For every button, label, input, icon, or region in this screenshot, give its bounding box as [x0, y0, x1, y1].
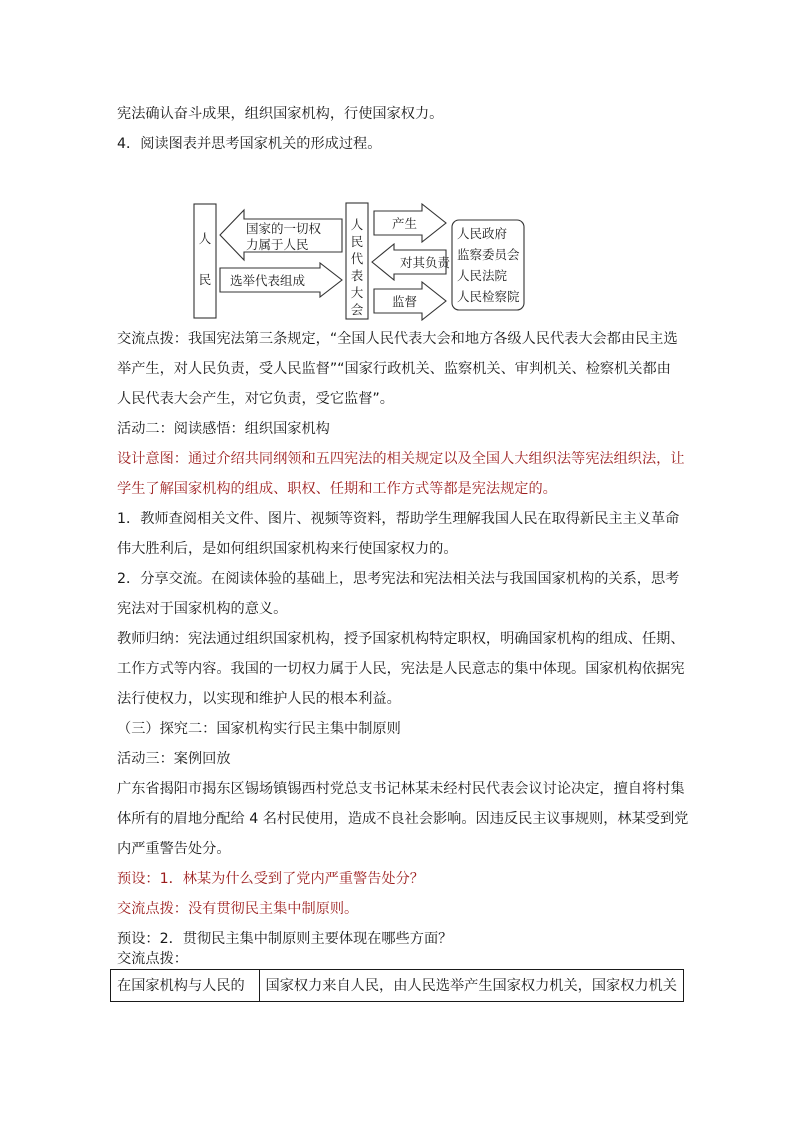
question-heading: 4．阅读图表并思考国家机关的形成过程。 [117, 136, 382, 152]
arrow-produce-label: 产生 [392, 216, 418, 231]
arrow-responsible-label: 对其负责 [400, 255, 451, 270]
arrow-supervise-label: 监督 [392, 294, 418, 309]
paragraph-line: 宪法确认奋斗成果，组织国家机构，行使国家权力。 [117, 106, 444, 122]
state-organs-diagram [190, 200, 530, 322]
congress-char: 代 [350, 251, 364, 266]
organ-item: 人民政府 [457, 226, 508, 241]
people-box [194, 204, 216, 318]
preset-question: 预设：2．贯彻民主集中制原则主要体现在哪些方面？ [117, 931, 453, 947]
activity-heading: 活动三：案例回放 [117, 751, 231, 767]
paragraph-line: 体所有的眉地分配给 4 名村民使用，造成不良社会影响。因违反民主议事规则，林某受到党 [117, 811, 689, 827]
design-intent-line: 设计意图：通过介绍共同纲领和五四宪法的相关规定以及全国人大组织法等宪法组织法，让 [117, 451, 685, 467]
congress-char: 人 [350, 217, 364, 232]
preset-question: 预设：1．林某为什么受到了党内严重警告处分？ [117, 871, 424, 887]
design-intent-line: 学生了解国家机构的组成、职权、任期和工作方式等都是宪法规定的。 [117, 481, 557, 497]
paragraph-line: 广东省揭阳市揭东区锡场镇锡西村党总支书记林某未经村民代表会议讨论决定，擅自将村集 [117, 781, 685, 797]
paragraph-line: 交流点拨：我国宪法第三条规定，“全国人民代表大会和地方各级人民代表大会都由民主选 [117, 331, 678, 347]
paragraph-line: 伟大胜利后，是如何组织国家机构来行使国家权力的。 [117, 541, 458, 557]
paragraph-line: 教师归纳：宪法通过组织国家机构，授予国家机构特定职权，明确国家机构的组成、任期、 [117, 631, 685, 647]
table-cell: 国家权力来自人民，由人民选举产生国家权力机关，国家权力机关 [259, 970, 683, 1002]
arrow-power-label: 国家的一切权 [246, 221, 322, 236]
organ-item: 人民检察院 [457, 289, 520, 304]
paragraph-line: 法行使权力，以实现和维护人民的根本利益。 [117, 691, 401, 707]
table-cell: 在国家机构与人民的 [111, 970, 260, 1002]
congress-char: 大 [350, 285, 364, 300]
paragraph-line: 宪法对于国家机构的意义。 [117, 601, 288, 617]
paragraph-line: 举产生，对人民负责，受人民监督”“国家行政机关、监察机关、审判机关、检察机关都由 [117, 361, 671, 377]
people-char: 民 [198, 272, 212, 287]
organ-item: 监察委员会 [457, 247, 520, 262]
table-row [111, 970, 684, 1002]
arrow-power-label: 力属于人民 [246, 237, 309, 252]
section-heading: （三）探究二：国家机构实行民主集中制原则 [117, 721, 401, 737]
paragraph-line: 人民代表大会产生，对它负责，受它监督”。 [117, 391, 394, 407]
congress-char: 会 [350, 302, 364, 317]
arrow-elect-label: 选举代表组成 [230, 273, 306, 288]
congress-char: 表 [350, 268, 364, 283]
paragraph-line: 2．分享交流。在阅读体验的基础上，思考宪法和宪法相关法与我国国家机构的关系，思考 [117, 571, 680, 587]
summary-table [110, 969, 684, 1002]
people-char: 人 [198, 231, 212, 246]
paragraph-line: 内严重警告处分。 [117, 841, 231, 857]
organ-item: 人民法院 [457, 268, 508, 283]
paragraph-line: 1．教师查阅相关文件、图片、视频等资料，帮助学生理解我国人民在取得新民主主义革命 [117, 511, 680, 527]
paragraph-line: 工作方式等内容。我国的一切权力属于人民，宪法是人民意志的集中体现。国家机构依据宪 [117, 661, 685, 677]
exchange-answer: 交流点拨：没有贯彻民主集中制原则。 [117, 901, 359, 917]
activity-heading: 活动二：阅读感悟：组织国家机构 [117, 421, 330, 437]
exchange-heading: 交流点拨： [117, 951, 188, 967]
congress-char: 民 [350, 234, 364, 249]
